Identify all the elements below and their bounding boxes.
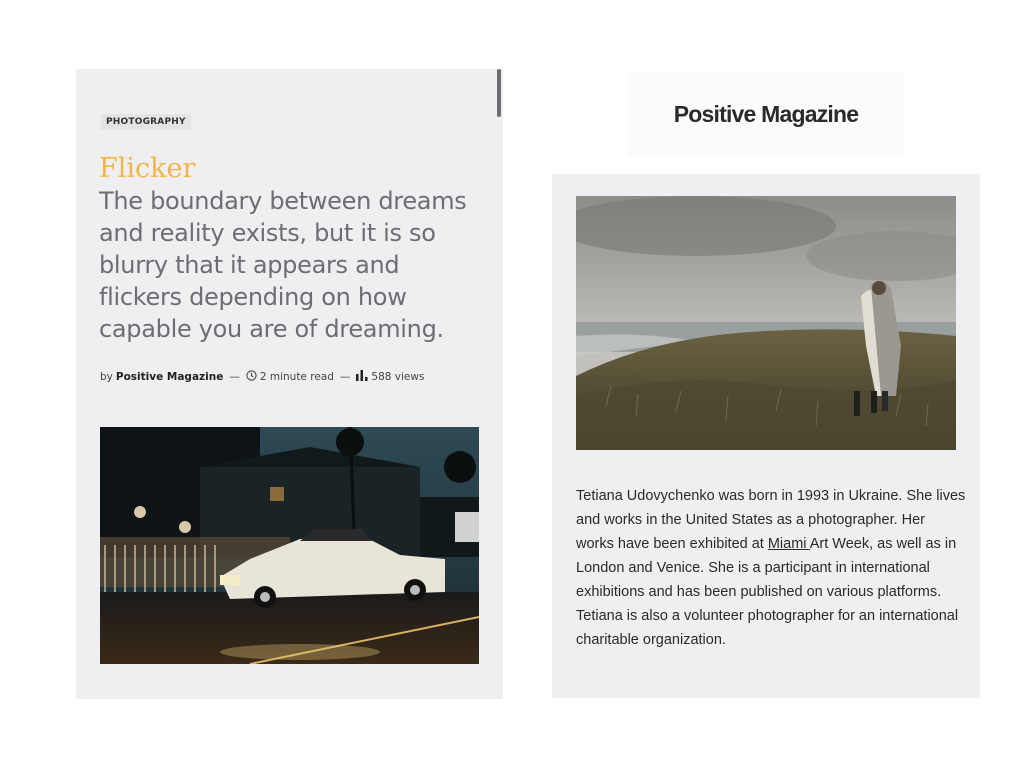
- clock-icon: [246, 370, 257, 384]
- separator: —: [229, 371, 240, 383]
- brand-logo[interactable]: [627, 72, 905, 156]
- separator: —: [339, 371, 351, 383]
- logo-text: Positive Magazine: [673, 100, 859, 127]
- article-subtitle: The boundary between dreams and reality exists, but it is so blurry that it appears and flickers depending on how capable you are of dreaming.: [99, 187, 467, 343]
- views-count: 588 views: [371, 371, 425, 383]
- scrollbar[interactable]: [497, 69, 501, 117]
- article-meta: [100, 370, 424, 384]
- bio-text: [576, 484, 966, 652]
- read-time: 2 minute read: [259, 371, 334, 383]
- by-label: by: [100, 371, 113, 383]
- bar-chart-icon: [356, 370, 368, 384]
- author-link[interactable]: Positive Magazine: [115, 371, 224, 383]
- miami-link[interactable]: Miami: [767, 536, 810, 552]
- category-tag[interactable]: PHOTOGRAPHY: [101, 114, 191, 130]
- article-title: Flicker: [99, 153, 196, 184]
- article-image: [100, 427, 479, 664]
- bio-text-end: Art Week, as well as in London and Venice. She is a participant in international exhibitions and has been published on various platforms. Tetiana is also a volunteer photographer for an international charitable organization.: [576, 536, 959, 648]
- bio-text-start: Tetiana Udovychenko was born in 1993 in Ukraine. She lives and works in the United States as a photographer. Her works have been exhibited at: [576, 488, 966, 552]
- bio-image: [576, 196, 956, 450]
